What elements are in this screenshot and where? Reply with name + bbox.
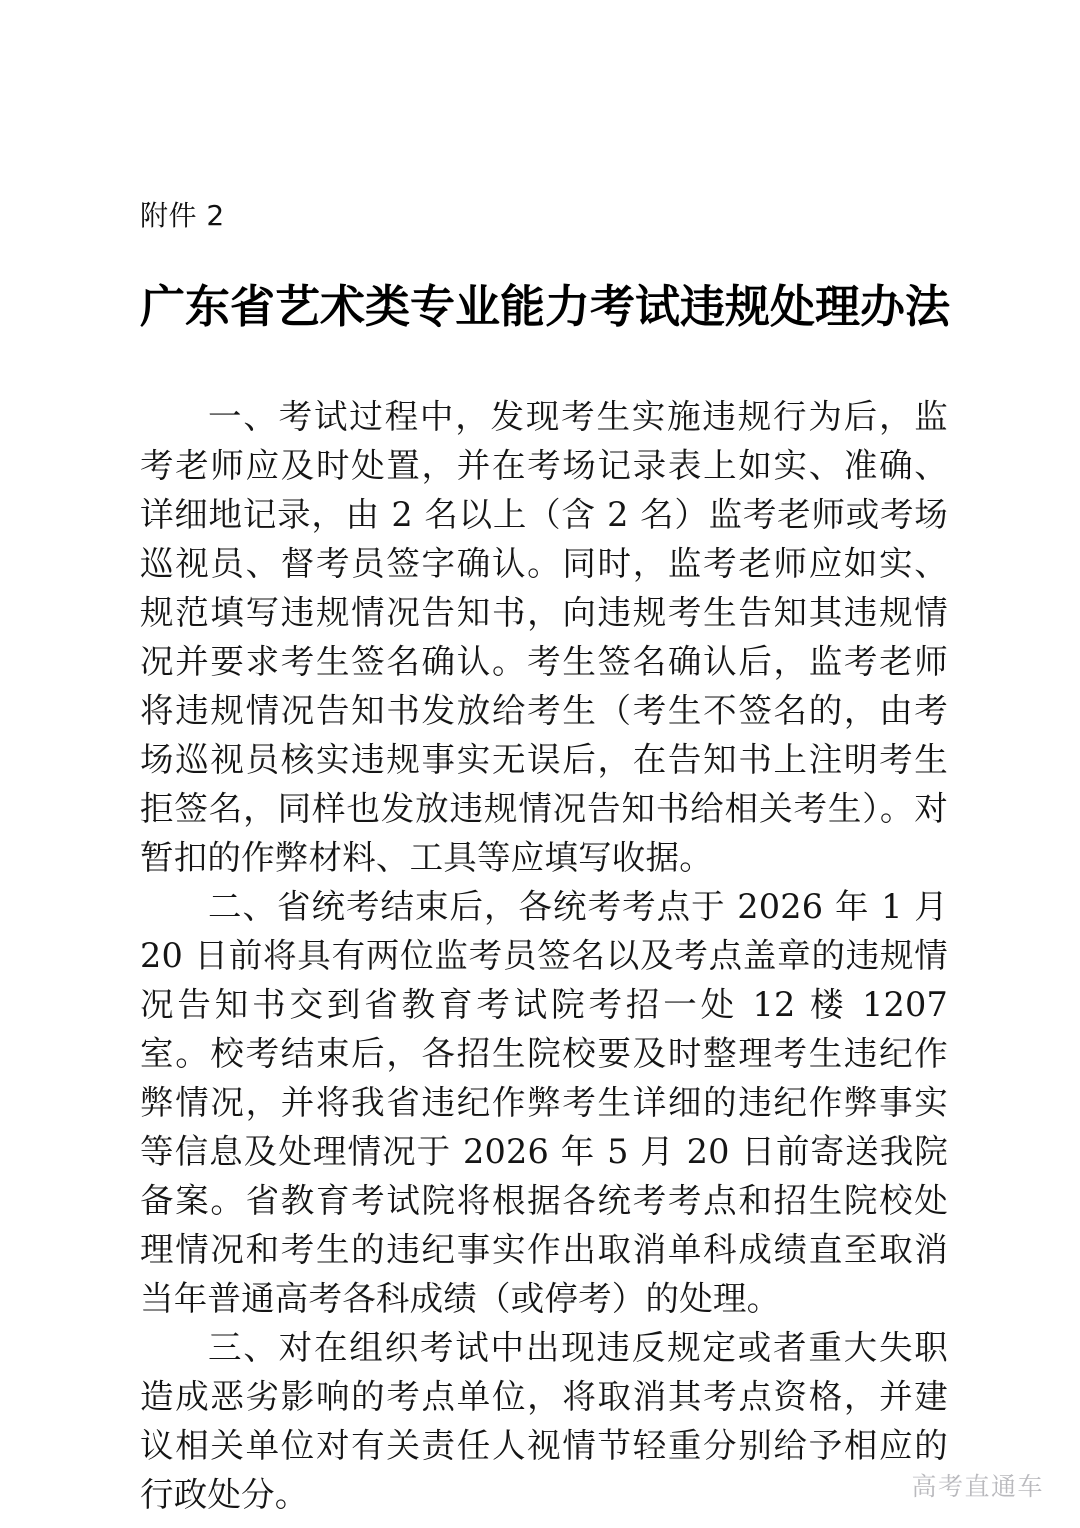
page-title: 广东省艺术类专业能力考试违规处理办法 [140,280,951,333]
body-paragraph: 一、考试过程中，发现考生实施违规行为后，监考老师应及时处置，并在考场记录表上如实、准确、详细地记录，由 2 名以上（含 2 名）监考老师或考场巡视员、督考员签字确认。同时，监考老师应如实、规范填写违规情况告知书，向违规考生告知其违规情况并要求考生签名确认。考生签名确认后，监考老师将违规情况告知书发放给考生（考生不签名的，由考场巡视员核实违规事实无误后，在告知书上注明考生拒签名，同样也发放违规情况告知书给相关考生）。对暂扣的作弊材料、工具等应填写收据。 [140,397,948,877]
watermark-text: 高考直通车 [911,1472,1044,1501]
document-body [140,392,948,1519]
body-paragraph: 二、省统考结束后，各统考考点于 2026 年 1 月 20 日前将具有两位监考员签名以及考点盖章的违规情况告知书交到省教育考试院考招一处 12 楼 1207 室。校考结束后，各招生院校要及时整理考生违纪作弊情况，并将我省违纪作弊考生详细的违纪作弊事实等信息及处理情况于 2026 年 5 月 20 日前寄送我院备案。省教育考试院将根据各统考考点和招生院校处理情况和考生的违纪事实作出取消单科成绩直至取消当年普通高考各科成绩（或停考）的处理。 [140,887,948,1318]
attachment-label: 附件 2 [140,199,225,232]
body-paragraph: 三、对在组织考试中出现违反规定或者重大失职造成恶劣影响的考点单位，将取消其考点资格，并建议相关单位对有关责任人视情节轻重分别给予相应的行政处分。 [140,1328,948,1514]
